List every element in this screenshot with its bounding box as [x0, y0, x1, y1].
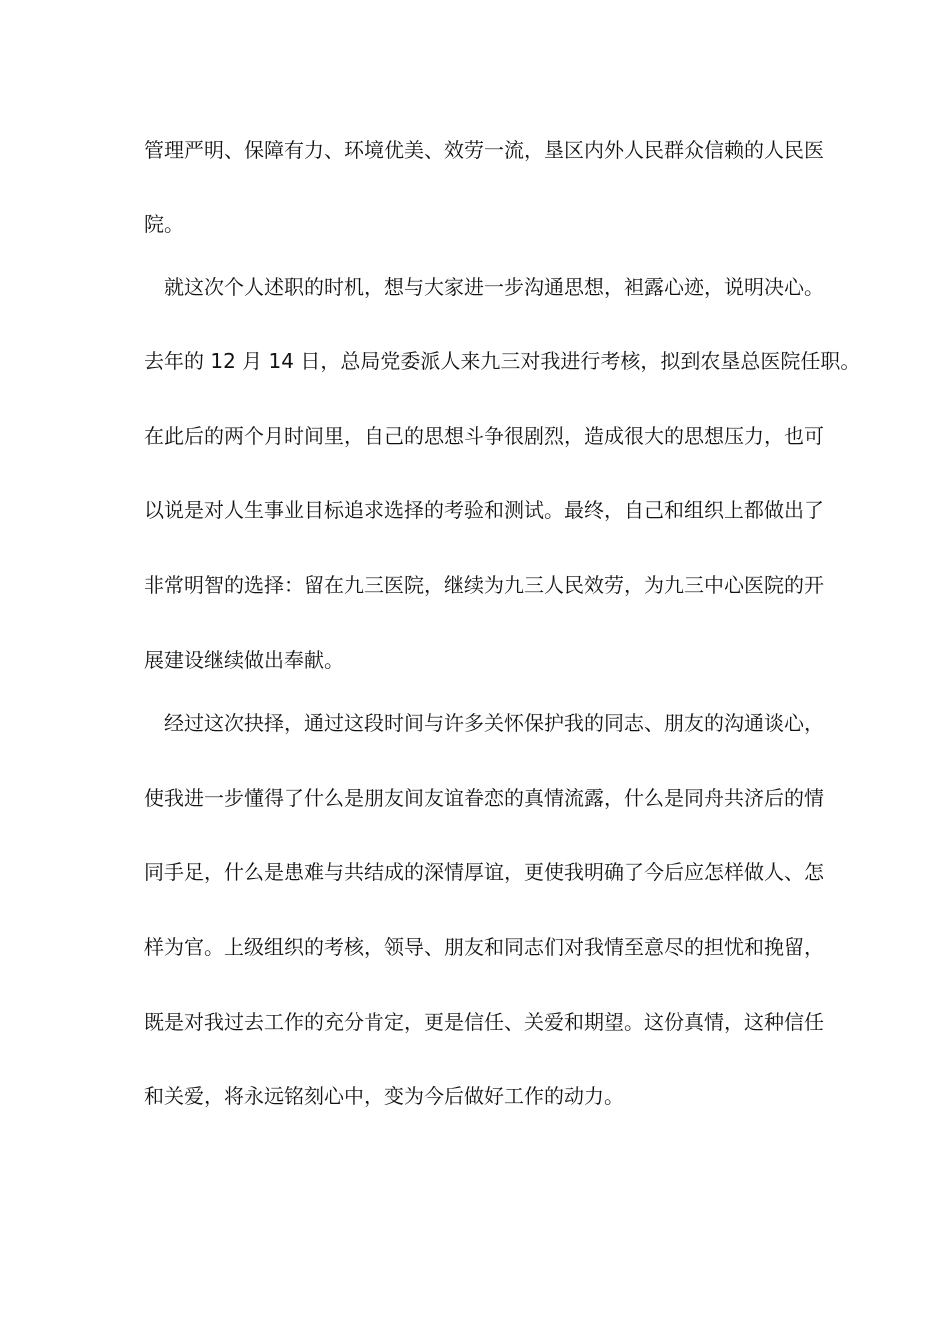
- text-line: 同手足，什么是患难与共结成的深情厚谊，更使我明确了今后应怎样做人、怎: [144, 860, 824, 884]
- text-line: 样为官。上级组织的考核，领导、朋友和同志们对我情至意尽的担忧和挽留，: [144, 935, 824, 959]
- text-line: 经过这次抉择，通过这段时间与许多关怀保护我的同志、朋友的沟通谈心，: [164, 711, 824, 735]
- text-line: 管理严明、保障有力、环境优美、效劳一流，垦区内外人民群众信赖的人民医: [144, 138, 824, 162]
- text-line: 去年的 12 月 14 日，总局党委派人来九三对我进行考核，拟到农垦总医院任职。: [144, 349, 861, 373]
- text-line: 展建设继续做出奉献。: [144, 648, 344, 672]
- text-line: 在此后的两个月时间里，自己的思想斗争很剧烈，造成很大的思想压力，也可: [144, 424, 824, 448]
- text-line: 以说是对人生事业目标追求选择的考验和测试。最终，自己和组织上都做出了: [144, 498, 824, 522]
- text-line: 非常明智的选择：留在九三医院，继续为九三人民效劳，为九三中心医院的开: [144, 573, 824, 597]
- text-line: 就这次个人述职的时机，想与大家进一步沟通思想，袒露心迹，说明决心。: [164, 275, 824, 299]
- text-line: 院。: [144, 212, 184, 236]
- text-line: 和关爱，将永远铭刻心中，变为今后做好工作的动力。: [144, 1084, 624, 1108]
- text-line: 既是对我过去工作的充分肯定，更是信任、关爱和期望。这份真情，这种信任: [144, 1010, 824, 1034]
- text-line: 使我进一步懂得了什么是朋友间友谊眷恋的真情流露，什么是同舟共济后的情: [144, 786, 824, 810]
